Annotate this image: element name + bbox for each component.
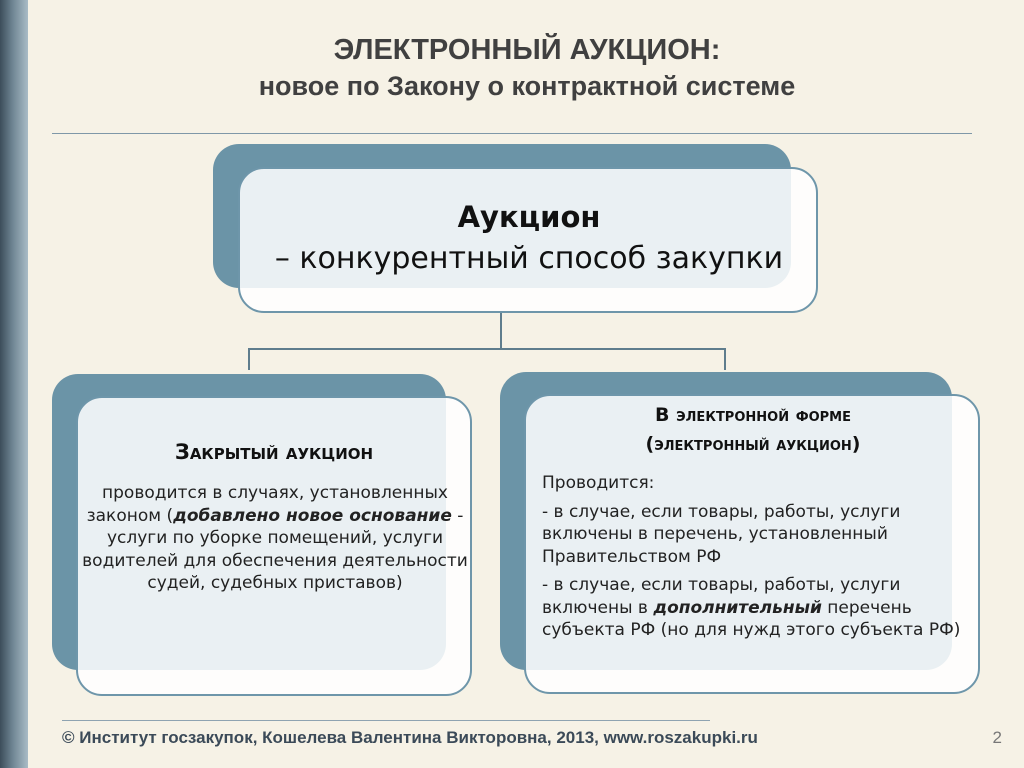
slide-title [40, 32, 1014, 104]
slide-title-line1: ЭЛЕКТРОННЫЙ АУКЦИОН: [333, 34, 721, 66]
top-box [238, 167, 818, 313]
right-body-intro: Проводится: [542, 473, 655, 493]
right-item2-text: - в случае, если товары, работы, услуги включены в [542, 575, 901, 618]
footer-copyright: © Институт госзакупок, Кошелева Валентина Викторовна, 2013, www.roszakupki.ru [62, 728, 758, 747]
right-item2-emphasis: дополнительный [653, 597, 822, 618]
page-number: 2 [992, 728, 1002, 747]
right-body-item1: - в случае, если товары, работы, услуги включены в перечень, установленный Правительством РФ [542, 501, 901, 567]
left-body-text: проводится в случаях, установленных законом ( [86, 483, 448, 526]
connector-horizontal [248, 348, 726, 350]
right-heading-line2: (электронный аукцион) [645, 433, 861, 455]
left-body-text-end: - услуги по уборке помещений, услуги водителей для обеспечения деятельности судей, судебных приставов) [82, 505, 468, 593]
slide-title-line2: новое по Закону о контрактной системе [258, 71, 796, 101]
connector-right [724, 348, 726, 370]
connector-vertical [500, 313, 502, 349]
footer-divider [62, 720, 710, 721]
right-item2-text-end: перечень субъекта РФ (но для нужд этого субъекта РФ) [542, 597, 961, 640]
left-body-emphasis: добавлено новое основание [173, 505, 452, 526]
left-decorative-bar [0, 0, 28, 768]
top-box-heading: Аукцион [457, 200, 601, 234]
left-box-heading: Закрытый аукцион [174, 440, 374, 464]
right-box-body [542, 472, 972, 648]
left-box-body [82, 482, 468, 595]
right-box-heading [528, 401, 978, 459]
connector-left [248, 348, 250, 370]
title-divider [52, 133, 972, 134]
right-body-item2 [542, 574, 972, 642]
right-heading-line1: В электронной форме [655, 404, 851, 426]
top-box-subtitle: – конкурентный способ закупки [274, 241, 784, 276]
